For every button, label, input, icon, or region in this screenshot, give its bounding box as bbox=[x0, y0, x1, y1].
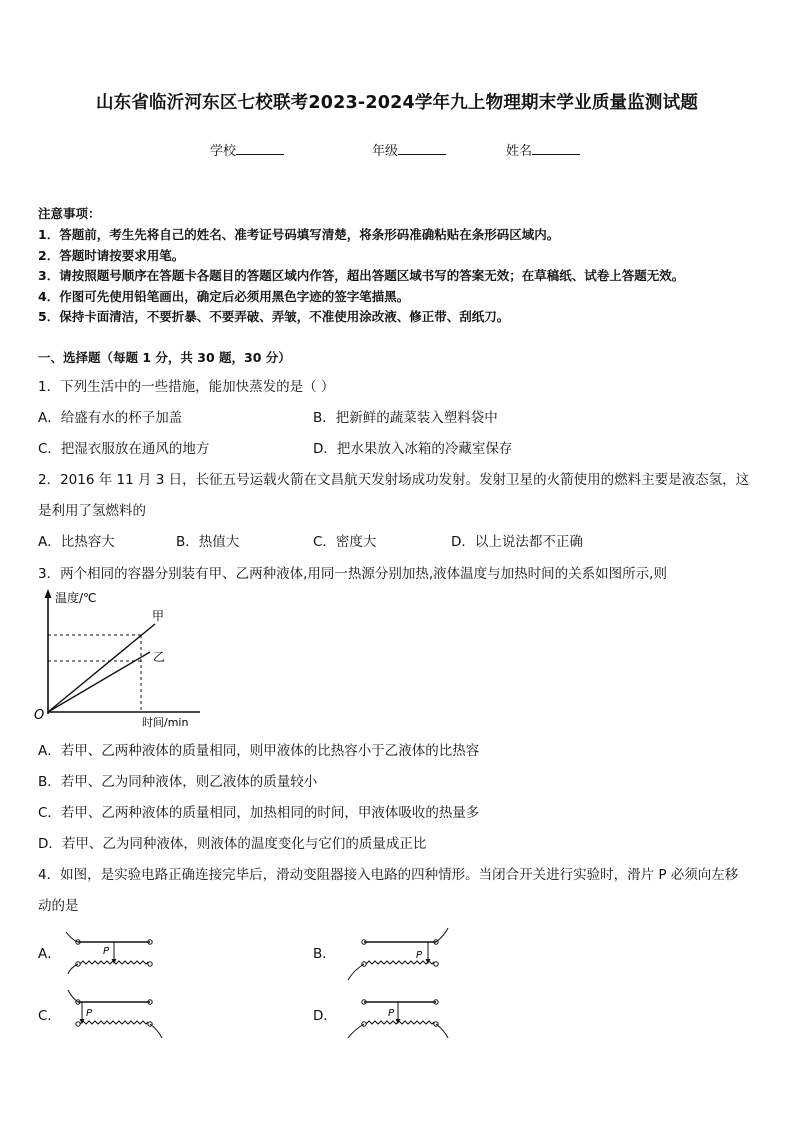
temperature-time-graph bbox=[30, 586, 210, 731]
rheostat-diagram-c bbox=[62, 988, 166, 1040]
slider-label: P bbox=[86, 1008, 93, 1019]
q3-option-c: C．若甲、乙两种液体的质量相同，加热相同的时间，甲液体吸收的热量多 bbox=[38, 805, 480, 821]
slider-label: P bbox=[416, 950, 423, 961]
resistance-coil bbox=[366, 961, 434, 964]
note-item: 5．保持卡面清洁，不要折暴、不要弄破、弄皱，不准使用涂改液、修正带、刮纸刀。 bbox=[38, 309, 510, 324]
wire bbox=[436, 1024, 448, 1038]
q1-option-c: C．把湿衣服放在通风的地方 bbox=[38, 441, 210, 457]
q1-stem: 1．下列生活中的一些措施，能加快蒸发的是（ ） bbox=[38, 379, 335, 395]
terminal bbox=[434, 962, 438, 966]
rheostat-diagram-d bbox=[342, 988, 452, 1040]
school-label: 学校 bbox=[210, 144, 237, 159]
note-item: 4．作图可先使用铅笔画出，确定后必须用黑色字迹的签字笔描黑。 bbox=[38, 289, 410, 304]
q2-option-d: D．以上说法都不正确 bbox=[451, 534, 583, 550]
line-jia-label: 甲 bbox=[152, 609, 165, 623]
wire bbox=[150, 1024, 162, 1038]
terminal bbox=[148, 962, 152, 966]
exam-title: 山东省临沂河东区七校联考2023-2024学年九上物理期末学业质量监测试题 bbox=[95, 93, 699, 113]
q2-stem-line2: 是利用了氢燃料的 bbox=[38, 503, 146, 519]
grade-label: 年级 bbox=[372, 144, 399, 159]
q4-option-a: A． bbox=[38, 946, 61, 962]
q3-option-a: A．若甲、乙两种液体的质量相同，则甲液体的比热容小于乙液体的比热容 bbox=[38, 743, 480, 759]
q4-option-d: D． bbox=[313, 1008, 337, 1024]
note-item: 1．答题前，考生先将自己的姓名、准考证号码填写清楚，将条形码准确粘贴在条形码区域内。 bbox=[38, 227, 560, 242]
section-heading: 一、选择题（每题 1 分，共 30 题，30 分） bbox=[38, 350, 291, 365]
q2-option-a: A．比热容大 bbox=[38, 534, 115, 550]
q1-option-b: B．把新鲜的蔬菜装入塑料袋中 bbox=[313, 410, 498, 426]
school-blank bbox=[236, 142, 284, 155]
name-field bbox=[506, 140, 580, 159]
q1-option-a: A．给盛有水的杯子加盖 bbox=[38, 410, 183, 426]
q3-stem: 3．两个相同的容器分别装有甲、乙两种液体,用同一热源分别加热,液体温度与加热时间的关系如图所示,则 bbox=[38, 566, 667, 582]
q3-option-b: B．若甲、乙为同种液体，则乙液体的质量较小 bbox=[38, 774, 318, 790]
terminal bbox=[76, 962, 80, 966]
y-axis-arrow bbox=[45, 589, 52, 598]
rheostat-diagram-a bbox=[62, 928, 166, 976]
wire bbox=[348, 1024, 364, 1038]
grade-field bbox=[372, 140, 446, 159]
notes-heading: 注意事项： bbox=[38, 206, 101, 221]
q4-option-c: C． bbox=[38, 1008, 61, 1024]
resistance-coil bbox=[80, 1021, 148, 1024]
wire bbox=[348, 964, 364, 980]
line-yi-label: 乙 bbox=[153, 650, 166, 664]
q2-option-b: B．热值大 bbox=[176, 534, 240, 550]
q4-option-b: B． bbox=[313, 946, 336, 962]
q4-stem-line1: 4．如图，是实验电路正确连接完毕后，滑动变阻器接入电路的四种情形。当闭合开关进行实验时，滑片 P 必须向左移 bbox=[38, 867, 739, 883]
slider-label: P bbox=[103, 946, 110, 957]
q3-option-d: D．若甲、乙为同种液体，则液体的温度变化与它们的质量成正比 bbox=[38, 836, 427, 852]
q2-stem-line1: 2．2016 年 11 月 3 日，长征五号运载火箭在文昌航天发射场成功发射。发射卫星的火箭使用的燃料主要是液态氢，这 bbox=[38, 472, 750, 488]
wire bbox=[436, 928, 448, 942]
grade-blank bbox=[398, 142, 446, 155]
school-field bbox=[210, 140, 284, 159]
terminal bbox=[76, 1022, 80, 1026]
slider-label: P bbox=[388, 1008, 395, 1019]
origin-label: O bbox=[34, 708, 45, 723]
q4-stem-line2: 动的是 bbox=[38, 898, 79, 914]
x-axis-label: 时间/min bbox=[142, 716, 189, 729]
line-jia bbox=[48, 624, 155, 712]
name-label: 姓名 bbox=[506, 144, 533, 159]
note-item: 3．请按照题号顺序在答题卡各题目的答题区域内作答，超出答题区域书写的答案无效；在草稿纸、试卷上答题无效。 bbox=[38, 268, 685, 283]
q1-option-d: D．把水果放入冰箱的冷藏室保存 bbox=[313, 441, 513, 457]
y-axis-label: 温度/℃ bbox=[55, 591, 97, 605]
resistance-coil bbox=[366, 1021, 434, 1024]
name-blank bbox=[532, 142, 580, 155]
q2-option-c: C．密度大 bbox=[313, 534, 377, 550]
rheostat-diagram-b bbox=[342, 926, 452, 982]
note-item: 2．答题时请按要求用笔。 bbox=[38, 248, 185, 263]
